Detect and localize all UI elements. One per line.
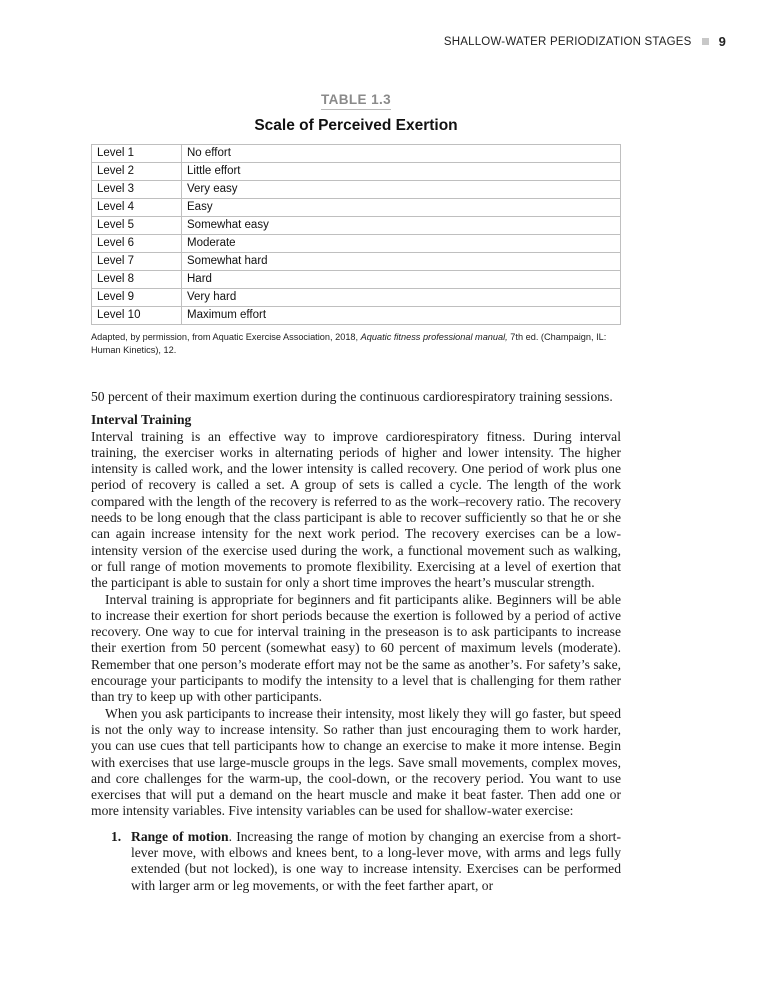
source-book-title: Aquatic fitness professional manual, (360, 332, 508, 342)
description-cell: Somewhat hard (182, 253, 621, 271)
description-cell: Maximum effort (182, 307, 621, 325)
level-cell: Level 9 (92, 289, 182, 307)
running-header (444, 34, 726, 49)
description-cell: Moderate (182, 235, 621, 253)
table-row (92, 199, 621, 217)
exertion-table (91, 144, 621, 325)
section-heading: Interval Training (91, 412, 192, 428)
list-item-number: 1. (111, 828, 122, 844)
table-row (92, 163, 621, 181)
level-cell: Level 7 (92, 253, 182, 271)
intensity-variable-list (91, 829, 621, 894)
description-cell: Very hard (182, 289, 621, 307)
level-cell: Level 4 (92, 199, 182, 217)
list-item-term: Range of motion (131, 828, 229, 844)
table-number (91, 92, 621, 110)
table-row (92, 271, 621, 289)
level-cell: Level 5 (92, 217, 182, 235)
table-block (91, 92, 621, 356)
paragraph: Interval training is an effective way to improve cardiorespiratory fitness. During interval training, the exerciser works in alternating periods of higher and lower intensity. The higher intensity is called work, and the lower intensity is called recovery. One period of work plus one period of recovery is called a set. A group of sets is called a cycle. The length of the work compared with the length of the recovery is referred to as the work–recovery ratio. The recovery needs to be long enough that the class participant is able to recover sufficiently so that he or she can again increase intensity for the next work period. The recovery exercises can be a low-intensity version of the exercise used during the work, a functional movement such as walking, or full range of motion movements to promote flexibility. Exercising at a level of exertion that the participant is able to sustain for only a short time improves the heart’s muscular strength. (91, 428, 621, 591)
description-cell: Somewhat easy (182, 217, 621, 235)
table-title: Scale of Perceived Exertion (254, 117, 458, 134)
level-cell: Level 8 (92, 271, 182, 289)
table-row (92, 217, 621, 235)
description-cell: Easy (182, 199, 621, 217)
description-cell: No effort (182, 145, 621, 163)
source-note-suffix: 7th ed. (Champaign, IL: Human Kinetics), 12. (91, 332, 607, 355)
table-row (92, 145, 621, 163)
list-item (91, 829, 621, 894)
level-cell: Level 6 (92, 235, 182, 253)
table-row (92, 253, 621, 271)
header-separator (702, 38, 709, 45)
level-cell: Level 3 (92, 181, 182, 199)
table-row (92, 289, 621, 307)
table-row (92, 307, 621, 325)
paragraph: Interval training is appropriate for beginners and fit participants alike. Beginners will be able to increase their exertion for short periods because the exertion is followed by a period of active recovery. One way to cue for interval training in the preseason is to ask participants to increase their exertion from 50 percent (somewhat easy) to 60 percent of maximum levels (moderate). Remember that one person’s moderate effort may not be the same as another’s. For safety’s sake, encourage your participants to modify the intensity to a level that is challenging for them rather than try to keep up with other participants. (91, 591, 621, 705)
level-cell: Level 1 (92, 145, 182, 163)
table-row (92, 181, 621, 199)
description-cell: Little effort (182, 163, 621, 181)
level-cell: Level 2 (92, 163, 182, 181)
source-note-prefix: Adapted, by permission, from Aquatic Exercise Association, 2018, (91, 332, 361, 342)
running-title: SHALLOW-WATER PERIODIZATION STAGES (443, 35, 692, 48)
level-cell: Level 10 (92, 307, 182, 325)
table-row (92, 235, 621, 253)
page-number: 9 (718, 34, 726, 49)
description-cell: Very easy (182, 181, 621, 199)
table-source-note (91, 331, 621, 356)
continued-paragraph: 50 percent of their maximum exertion during the continuous cardiorespiratory training sessions. (91, 389, 613, 404)
body-text (91, 389, 621, 894)
description-cell: Hard (182, 271, 621, 289)
paragraph: When you ask participants to increase their intensity, most likely they will go faster, but speed is not the only way to increase intensity. So rather than just encouraging them to work harder, you can use cues that tell participants how to change an exercise to make it more intense. Begin with exercises that use large-muscle groups in the legs. Save small movements, complex moves, and core challenges for the warm-up, the cool-down, or the recovery period. You want to use exercises that will put a demand on the heart muscle and make it beat faster. Then add one or more intensity variables. Five intensity variables can be used for shallow-water exercise: (91, 705, 621, 819)
list-item-text: . Increasing the range of motion by changing an exercise from a short-lever move, with elbows and knees bent, to a long-lever move, with arms and legs fully extended (but not locked), is one way to increase intensity. Exercises can be performed with larger arm or leg movements, or with the feet farther apart, or (131, 828, 621, 893)
table-number-label: TABLE 1.3 (321, 92, 391, 110)
